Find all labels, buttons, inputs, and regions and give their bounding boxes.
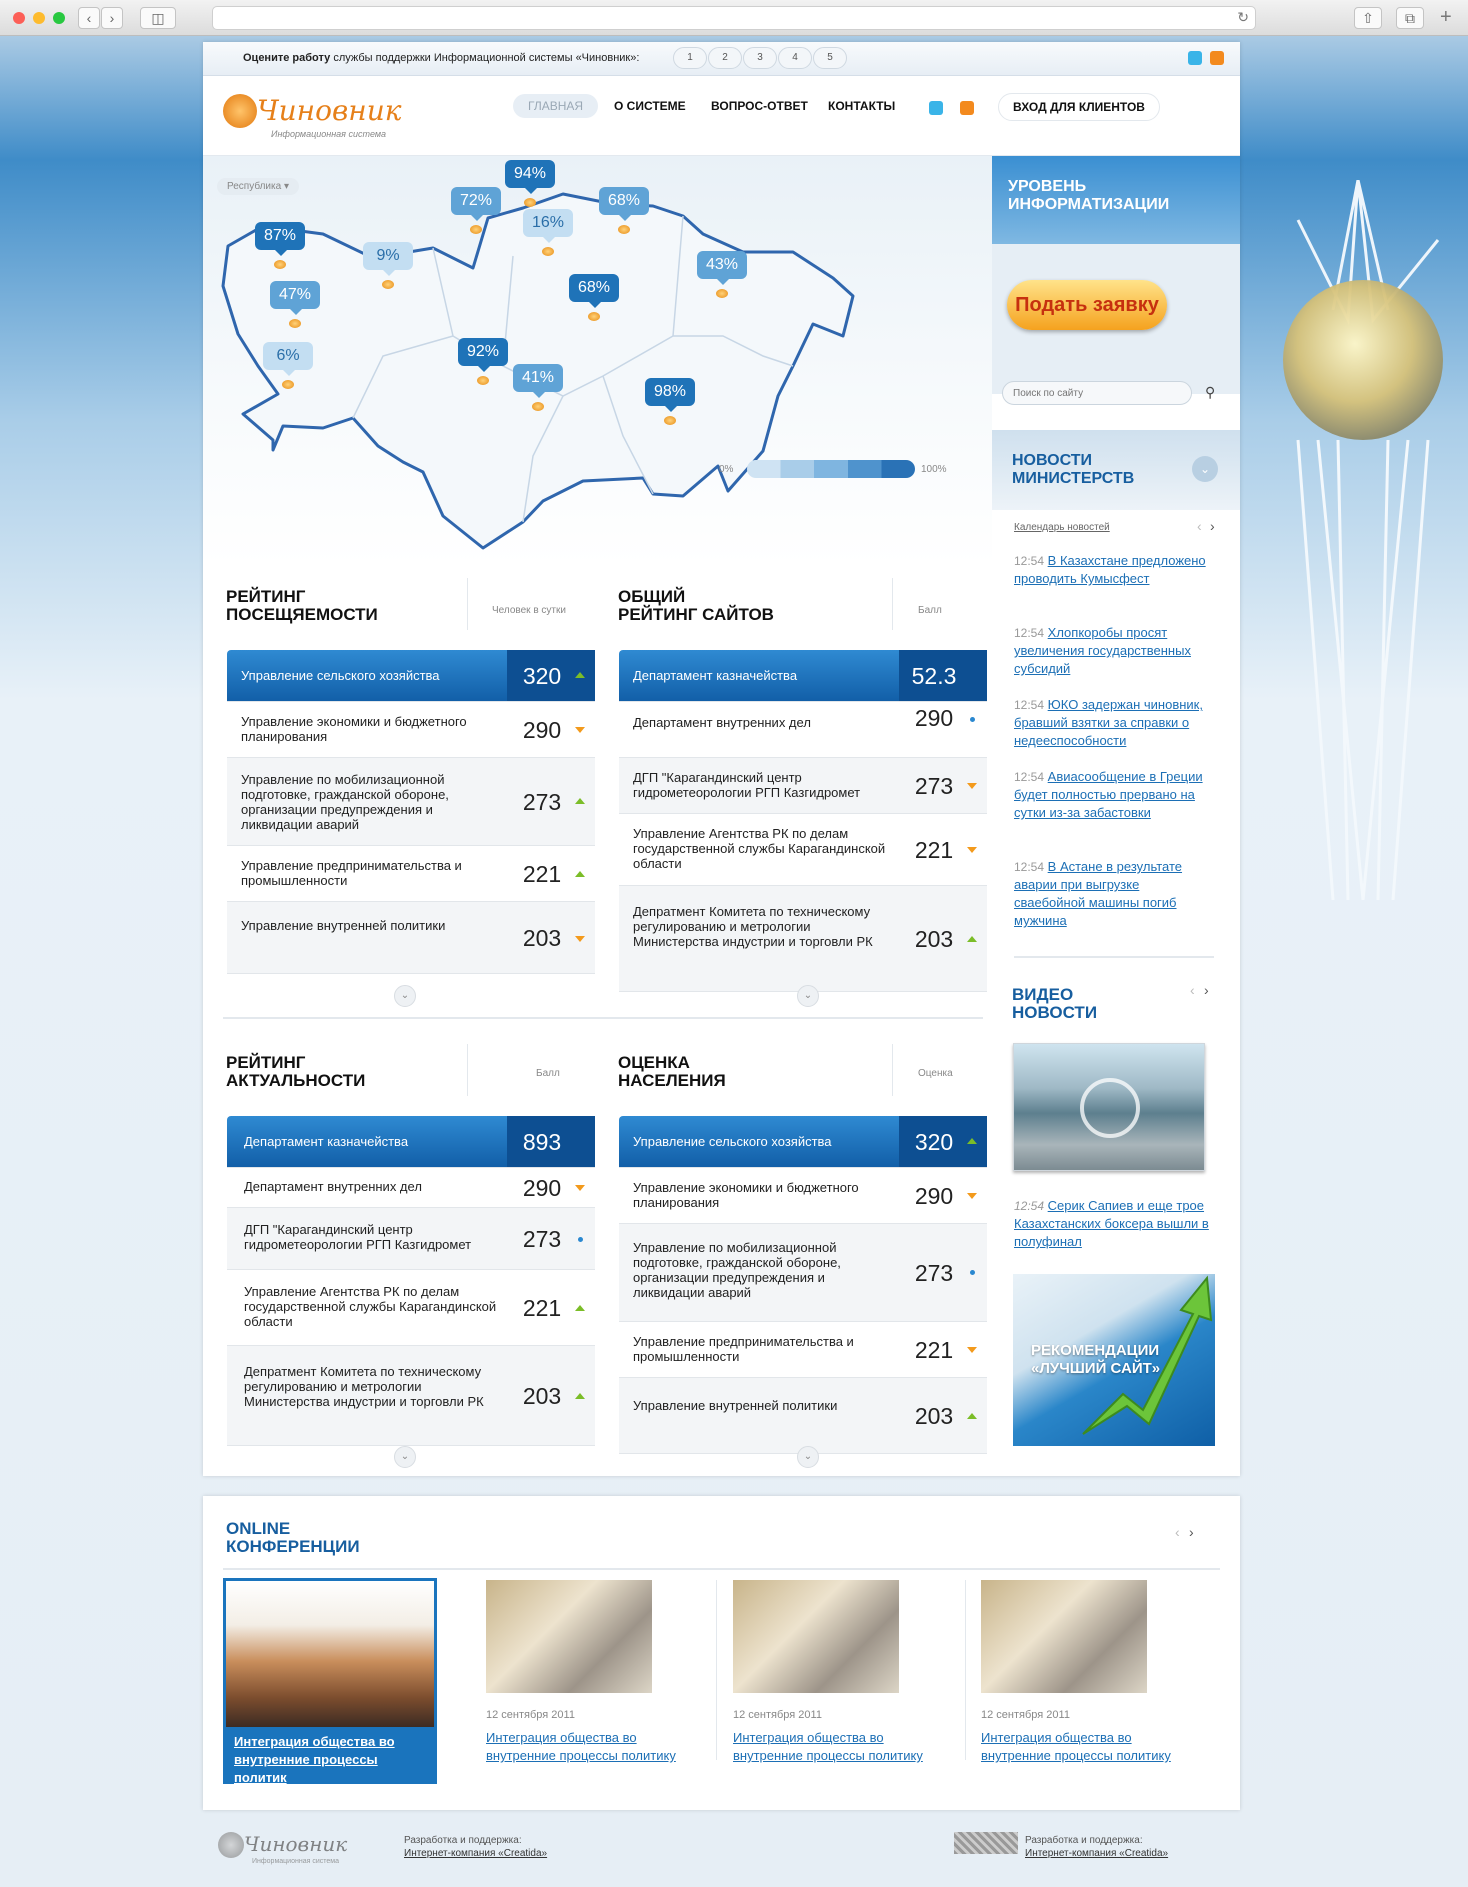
rating-bar-bold: Оцените работу — [243, 52, 331, 64]
search-icon[interactable]: ⚲ — [1205, 384, 1216, 400]
map-pin-3[interactable] — [523, 209, 573, 237]
trend-up-icon — [575, 871, 585, 877]
nav-about[interactable]: О СИСТЕМЕ — [614, 99, 686, 113]
footer-dev-left — [404, 1834, 547, 1860]
table-row[interactable] — [619, 1116, 987, 1168]
table-row[interactable] — [619, 1322, 987, 1378]
table-row[interactable] — [227, 902, 595, 974]
row-value: 893 — [507, 1116, 595, 1167]
footer-logo-subtitle: Информационная система — [252, 1858, 339, 1865]
kazakhstan-map — [203, 156, 992, 566]
news-time: 12:54 — [1014, 626, 1045, 640]
map-marker-icon — [716, 289, 728, 298]
table-row[interactable] — [227, 758, 595, 846]
footer-dev-label: Разработка и поддержка: — [404, 1835, 522, 1846]
row-label: Управление сельского хозяйства — [633, 1134, 832, 1149]
twitter-icon[interactable] — [1188, 51, 1202, 65]
baiterek-tower-image — [1238, 180, 1468, 900]
news-item[interactable] — [1014, 858, 1214, 930]
conf-thumbnail[interactable] — [981, 1580, 1147, 1693]
news-next-icon[interactable]: › — [1210, 518, 1215, 534]
block-title-visits: РЕЙТИНГ ПОСЕЩЯЕМОСТИ — [226, 587, 378, 624]
conf-thumbnail[interactable] — [486, 1580, 652, 1693]
map-marker-icon — [289, 319, 301, 328]
col-head-actuality: Балл — [536, 1068, 560, 1079]
rating-bar-text: службы поддержки Информационной системы «Чиновник»: — [330, 52, 640, 64]
row-label: ДГП "Карагандинский центр гидрометеорологии РГП Казгидромет — [633, 770, 861, 800]
legend-min: 0% — [719, 464, 734, 475]
row-label: Управление экономики и бюджетного планирования — [241, 714, 467, 744]
news-title: НОВОСТИ МИНИСТЕРСТВ — [1012, 452, 1135, 487]
map-pin-label: 92% — [466, 343, 500, 360]
table-row[interactable] — [227, 1346, 595, 1446]
block-title-population: ОЦЕНКА НАСЕЛЕНИЯ — [618, 1053, 726, 1090]
trend-down-icon — [575, 936, 585, 942]
footer-dev-label: Разработка и поддержка: — [1025, 1835, 1143, 1846]
news-item[interactable] — [1014, 624, 1214, 678]
news-link[interactable]: В Астане в результате аварии при выгрузке сваебойной машины погиб мужчина — [1014, 859, 1183, 928]
map-pin-label: 68% — [607, 192, 641, 209]
conf-featured-image — [226, 1581, 434, 1727]
chevron-down-icon: ▾ — [283, 181, 289, 192]
video-news-time: 12:54 — [1014, 1199, 1045, 1213]
news-link[interactable]: В Казахстане предложено проводить Кумысфест — [1014, 553, 1206, 586]
trend-neutral-icon — [970, 1270, 975, 1275]
row-value: 273 — [914, 773, 954, 799]
map-pin-label: 9% — [376, 247, 400, 264]
expand-sites-button[interactable]: ⌄ — [797, 985, 819, 1007]
map-pin-label: 72% — [459, 192, 493, 209]
video-next-icon[interactable]: › — [1204, 982, 1209, 998]
map-pin-label: 47% — [278, 286, 312, 303]
row-value: 203 — [914, 926, 954, 952]
row-value: 290 — [914, 1183, 954, 1209]
footer-dev-right — [1025, 1834, 1168, 1860]
row-value: 290 — [914, 705, 954, 731]
row-label: Депратмент Комитета по техническому регулированию и метрологии Министерства индустрии и торговли РК — [633, 904, 873, 949]
table-row[interactable] — [227, 1270, 595, 1346]
minimize-window-icon[interactable] — [33, 12, 45, 24]
col-head-visits: Человек в сутки — [492, 605, 566, 616]
footer-logo[interactable] — [218, 1826, 378, 1870]
row-value: 273 — [522, 789, 562, 815]
row-value: 320 — [899, 1116, 987, 1167]
row-value: 221 — [914, 837, 954, 863]
block-title-sites: ОБЩИЙ РЕЙТИНГ САЙТОВ — [618, 587, 774, 624]
row-value: 290 — [522, 717, 562, 743]
search-input[interactable] — [1002, 381, 1192, 405]
map-pin-1[interactable] — [505, 160, 555, 188]
expand-visits-button[interactable]: ⌄ — [394, 985, 416, 1007]
footer-dev-link[interactable]: Интернет-компания «Creatida» — [404, 1848, 548, 1859]
logo-text: Чиновник — [257, 94, 402, 127]
news-link[interactable]: ЮКО задержан чиновник, бравший взятки за справки о недееспособности — [1014, 697, 1203, 748]
map-pin-label: 6% — [276, 347, 300, 364]
region-select-value: Республика — [227, 181, 282, 192]
map-pin-8[interactable] — [569, 274, 619, 302]
news-time: 12:54 — [1014, 698, 1045, 712]
news-time: 12:54 — [1014, 860, 1045, 874]
news-link[interactable]: Хлопкоробы просят увеличения государственных субсидий — [1014, 625, 1191, 676]
video-news-item[interactable] — [1014, 1197, 1214, 1251]
news-calendar-link[interactable]: Календарь новостей — [1014, 522, 1110, 533]
row-label: Управление по мобилизационной подготовке, гражданской обороне, организации предупреждения и ликвидации аварий — [241, 772, 449, 832]
news-item[interactable] — [1014, 768, 1214, 822]
trend-up-icon — [575, 1305, 585, 1311]
map-pin-label: 43% — [705, 256, 739, 273]
video-news-title: ВИДЕО НОВОСТИ — [1012, 985, 1098, 1022]
logo-emblem-icon — [223, 94, 257, 128]
block-title-actuality: РЕЙТИНГ АКТУАЛЬНОСТИ — [226, 1053, 366, 1090]
map-marker-icon — [382, 280, 394, 289]
video-prev-icon[interactable]: ‹ — [1190, 982, 1195, 998]
table-row[interactable] — [227, 650, 595, 702]
rating-bar — [203, 42, 1240, 76]
map-pin-11[interactable] — [458, 338, 508, 366]
site-header — [203, 76, 1240, 156]
conf-link[interactable]: Интеграция общества во внутренние процессы политику — [981, 1730, 1171, 1763]
conf-featured[interactable] — [223, 1578, 437, 1784]
map-pin-7[interactable] — [270, 281, 320, 309]
informatization-title: УРОВЕНЬ ИНФОРМАТИЗАЦИИ — [1008, 178, 1170, 213]
logo-subtitle: Информационная система — [271, 129, 387, 139]
conf-link[interactable]: Интеграция общества во внутренние процессы политику — [733, 1730, 923, 1763]
table-row[interactable] — [619, 1378, 987, 1454]
map-marker-icon — [470, 225, 482, 234]
row-value: 52.3 — [899, 650, 987, 701]
trend-up-icon — [575, 798, 585, 804]
map-marker-icon — [274, 260, 286, 269]
trend-down-icon — [967, 847, 977, 853]
rating-table-actuality — [227, 1116, 595, 1446]
best-site-text: РЕКОМЕНДАЦИИ «ЛУЧШИЙ САЙТ» — [1031, 1342, 1161, 1377]
block-divider — [467, 578, 468, 630]
trend-down-icon — [575, 1185, 585, 1191]
block-divider — [892, 1044, 893, 1096]
trend-neutral-icon — [970, 717, 975, 722]
nav-home[interactable]: ГЛАВНАЯ — [513, 94, 598, 118]
news-prev-icon[interactable]: ‹ — [1197, 518, 1202, 534]
forward-button[interactable]: › — [101, 7, 123, 29]
row-label: Управление по мобилизационной подготовке, гражданской обороне, организации предупреждения и ликвидации аварий — [633, 1240, 841, 1300]
map-pin-label: 87% — [263, 227, 297, 244]
trend-up-icon — [967, 1138, 977, 1144]
table-row[interactable] — [227, 702, 595, 758]
sidebar-divider — [1014, 956, 1214, 958]
conf-link[interactable]: Интеграция общества во внутренние процессы политику — [486, 1730, 676, 1763]
news-time: 12:54 — [1014, 770, 1045, 784]
row-value: 273 — [522, 1226, 562, 1252]
conf-divider — [716, 1580, 717, 1760]
table-row[interactable] — [619, 814, 987, 886]
conf-date: 12 сентября 2011 — [733, 1709, 822, 1721]
best-site-banner[interactable] — [1013, 1274, 1215, 1446]
row-value: 203 — [522, 1383, 562, 1409]
share-button[interactable]: ⇧ — [1354, 7, 1382, 29]
row-value: 273 — [914, 1260, 954, 1286]
reload-icon[interactable]: ↻ — [1237, 9, 1249, 25]
conf-divider — [223, 1568, 1220, 1570]
news-link[interactable]: Авиасообщение в Греции будет полностью прервано на сутки из-за забастовки — [1014, 769, 1203, 820]
row-value: 221 — [914, 1337, 954, 1363]
footer-logo-text: Чиновник — [244, 1832, 348, 1856]
map-pin-2[interactable] — [451, 187, 501, 215]
tabs-button[interactable]: ⧉ — [1396, 7, 1424, 29]
row-label: Управление предпринимательства и промышленности — [633, 1334, 854, 1364]
news-time: 12:54 — [1014, 554, 1045, 568]
conf-thumbnail[interactable] — [733, 1580, 899, 1693]
nav-faq[interactable]: ВОПРОС-ОТВЕТ — [711, 99, 808, 113]
conf-date: 12 сентября 2011 — [486, 1709, 575, 1721]
map-pin-13[interactable] — [645, 378, 695, 406]
trend-up-icon — [575, 672, 585, 678]
row-label: Департамент внутренних дел — [244, 1179, 422, 1194]
row-value: 203 — [522, 925, 562, 951]
map-pin-label: 16% — [531, 214, 565, 231]
trend-up-icon — [575, 1393, 585, 1399]
map-pin-9[interactable] — [697, 251, 747, 279]
table-row[interactable] — [227, 1208, 595, 1270]
conf-prev-icon[interactable]: ‹ — [1175, 1524, 1180, 1540]
rating-1[interactable]: 1 — [673, 47, 707, 69]
row-value: 221 — [522, 1295, 562, 1321]
map-marker-icon — [532, 402, 544, 411]
trend-down-icon — [575, 727, 585, 733]
col-head-population: Оценка — [918, 1068, 953, 1079]
row-label: Департамент внутренних дел — [633, 715, 811, 730]
close-window-icon[interactable] — [13, 12, 25, 24]
rating-5[interactable]: 5 — [813, 47, 847, 69]
conf-next-icon[interactable]: › — [1189, 1524, 1194, 1540]
browser-toolbar — [0, 0, 1468, 36]
map-marker-icon — [282, 380, 294, 389]
legend-max: 100% — [921, 464, 947, 475]
map-pin-6[interactable] — [363, 242, 413, 270]
row-label: Департамент казначейства — [244, 1134, 409, 1149]
map-marker-icon — [477, 376, 489, 385]
block-divider — [892, 578, 893, 630]
trend-down-icon — [967, 1347, 977, 1353]
client-login-button[interactable]: ВХОД ДЛЯ КЛИЕНТОВ — [998, 93, 1160, 121]
news-item[interactable] — [1014, 552, 1214, 588]
apply-button[interactable]: Подать заявку — [1007, 280, 1167, 330]
row-label: Управление сельского хозяйства — [241, 668, 440, 683]
map-pin-label: 68% — [577, 279, 611, 296]
map-pin-12[interactable] — [513, 364, 563, 392]
trend-up-icon — [967, 1413, 977, 1419]
video-thumbnail[interactable] — [1013, 1043, 1205, 1171]
header-twitter-icon[interactable] — [929, 101, 943, 115]
online-conferences — [203, 1496, 1240, 1810]
row-label: Управление предпринимательства и промышленности — [241, 858, 462, 888]
legend-scale — [747, 460, 915, 478]
map-pin-4[interactable] — [599, 187, 649, 215]
map-marker-icon — [664, 416, 676, 425]
rating-table-population — [619, 1116, 987, 1454]
row-label: Управление Агентства РК по делам государственной службы Карагандинской области — [244, 1284, 497, 1329]
row-label: Управление внутренней политики — [633, 1398, 838, 1413]
map-pin-label: 98% — [653, 383, 687, 400]
map-marker-icon — [524, 198, 536, 207]
informatization-panel — [992, 156, 1240, 244]
trend-down-icon — [967, 1193, 977, 1199]
address-bar[interactable] — [212, 6, 1256, 30]
rss-icon[interactable] — [1210, 51, 1224, 65]
creatida-logo[interactable] — [954, 1832, 1018, 1854]
conf-date: 12 сентября 2011 — [981, 1709, 1070, 1721]
conf-featured-link[interactable]: Интеграция общества во внутренние процессы политик — [234, 1734, 395, 1785]
row-value: 290 — [522, 1175, 562, 1201]
video-news-link[interactable]: Серик Сапиев и еще трое Казахстанских боксера вышли в полуфинал — [1014, 1198, 1209, 1249]
row-label: Управление Агентства РК по делам государственной службы Карагандинской области — [633, 826, 886, 871]
row-label: Депратмент Комитета по техническому регулированию и метрологии Министерства индустрии и торговли РК — [244, 1364, 484, 1409]
map-pin-label: 41% — [521, 369, 555, 386]
expand-actuality-button[interactable]: ⌄ — [394, 1446, 416, 1468]
footer-logo-emblem-icon — [218, 1832, 244, 1858]
section-divider — [223, 1017, 983, 1019]
back-button[interactable]: ‹ — [78, 7, 100, 29]
map-pin-10[interactable] — [263, 342, 313, 370]
row-value: 320 — [507, 650, 595, 701]
news-item[interactable] — [1014, 696, 1214, 750]
rating-table-visits — [227, 650, 595, 974]
map-marker-icon — [588, 312, 600, 321]
table-row[interactable] — [619, 758, 987, 814]
map-marker-icon — [618, 225, 630, 234]
conferences-title: ONLINE КОНФЕРЕНЦИИ — [226, 1519, 360, 1556]
trend-down-icon — [967, 783, 977, 789]
row-label: Управление экономики и бюджетного планирования — [633, 1180, 859, 1210]
table-row[interactable] — [227, 1168, 595, 1208]
col-head-sites: Балл — [918, 605, 942, 616]
conf-divider — [965, 1580, 966, 1760]
sidebar-toggle-button[interactable]: ◫ — [140, 7, 176, 29]
expand-population-button[interactable]: ⌄ — [797, 1446, 819, 1468]
trend-up-icon — [967, 936, 977, 942]
table-row[interactable] — [619, 1224, 987, 1322]
nav-contacts[interactable]: КОНТАКТЫ — [828, 99, 896, 113]
rating-2[interactable]: 2 — [708, 47, 742, 69]
trend-neutral-icon — [578, 1237, 583, 1242]
table-row[interactable] — [227, 846, 595, 902]
table-row[interactable] — [619, 702, 987, 758]
row-value: 203 — [914, 1403, 954, 1429]
play-icon[interactable] — [1080, 1078, 1140, 1138]
map-marker-icon — [542, 247, 554, 256]
footer-dev-link[interactable]: Интернет-компания «Creatida» — [1025, 1848, 1169, 1859]
table-row[interactable] — [227, 1116, 595, 1168]
table-row[interactable] — [619, 886, 987, 992]
rating-table-sites — [619, 650, 987, 992]
rating-3[interactable]: 3 — [743, 47, 777, 69]
map-pin-label: 94% — [513, 165, 547, 182]
table-row[interactable] — [619, 1168, 987, 1224]
row-label: ДГП "Карагандинский центр гидрометеорологии РГП Казгидромет — [244, 1222, 472, 1252]
site-logo[interactable] — [223, 86, 453, 146]
map-outline — [203, 156, 992, 566]
row-label: Департамент казначейства — [633, 668, 798, 683]
rating-4[interactable]: 4 — [778, 47, 812, 69]
block-divider — [467, 1044, 468, 1096]
map-pin-5[interactable] — [255, 222, 305, 250]
maximize-window-icon[interactable] — [53, 12, 65, 24]
row-value: 221 — [522, 861, 562, 887]
header-rss-icon[interactable] — [960, 101, 974, 115]
row-label: Управление внутренней политики — [241, 918, 446, 933]
table-row[interactable] — [619, 650, 987, 702]
news-panel-header — [992, 430, 1240, 510]
chevron-down-icon[interactable]: ⌄ — [1192, 456, 1218, 482]
new-tab-icon[interactable]: + — [1440, 6, 1452, 28]
